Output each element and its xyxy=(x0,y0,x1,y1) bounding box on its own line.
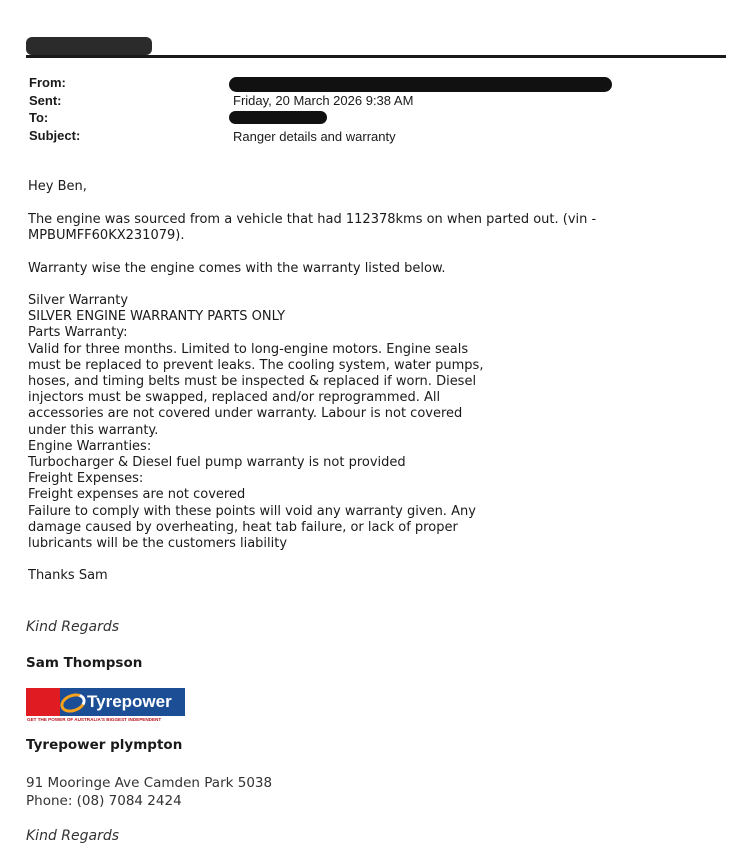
engine-paragraph: The engine was sourced from a vehicle that had 112378kms on when parted out. (vin - MPBUMFF60KX231079). xyxy=(28,212,597,244)
logo-brand-text: Tyrepower xyxy=(87,692,172,711)
store-phone: Phone: (08) 7084 2424 xyxy=(26,793,182,809)
warranty-intro: Warranty wise the engine comes with the warranty listed below. xyxy=(28,261,446,276)
store-name: Tyrepower plympton xyxy=(26,737,183,753)
header-divider xyxy=(26,55,726,58)
closing-thanks: Thanks Sam xyxy=(28,568,108,583)
signature-name: Sam Thompson xyxy=(26,655,143,671)
redacted-from-address xyxy=(229,77,612,92)
sent-label: Sent: xyxy=(29,93,62,108)
from-label: From: xyxy=(29,75,66,90)
kind-regards-bottom: Kind Regards xyxy=(26,828,120,844)
to-label: To: xyxy=(29,110,49,125)
redacted-sender-tab xyxy=(26,37,152,55)
store-address: 91 Mooringe Ave Camden Park 5038 xyxy=(26,775,273,791)
warranty-details: Silver Warranty SILVER ENGINE WARRANTY PARTS ONLY Parts Warranty: Valid for three months. Limited to long-engine motors. Engine seals must be replaced to prevent leaks. The cooling system, water pumps, hoses, and timing belts must be inspected & replaced if worn. Diesel injectors must be swapped, replaced and/or reprogrammed. All accessories are not covered under warranty. Labour is not covered under this warranty. Engine Warranties: Turbocharger & Diesel fuel pump warranty is not provided Freight Expenses: Freight expenses are not covered Failure to comply with these points will void any warranty given. Any damage caused by overheating, heat tab failure, or lack of proper lubricants will be the customers liability xyxy=(28,293,484,552)
sent-value: Friday, 20 March 2026 9:38 AM xyxy=(233,93,414,108)
logo-swoosh-icon xyxy=(58,690,89,716)
tyrepower-logo xyxy=(26,688,185,723)
logo-tagline: GET THE POWER OF AUSTRALIA'S BIGGEST INDEPENDENT xyxy=(26,716,185,723)
subject-value: Ranger details and warranty xyxy=(233,129,396,144)
kind-regards-top: Kind Regards xyxy=(26,619,120,635)
redacted-to-address xyxy=(229,111,327,124)
logo-red-block xyxy=(26,688,60,716)
subject-label: Subject: xyxy=(29,128,81,143)
greeting: Hey Ben, xyxy=(28,179,87,194)
